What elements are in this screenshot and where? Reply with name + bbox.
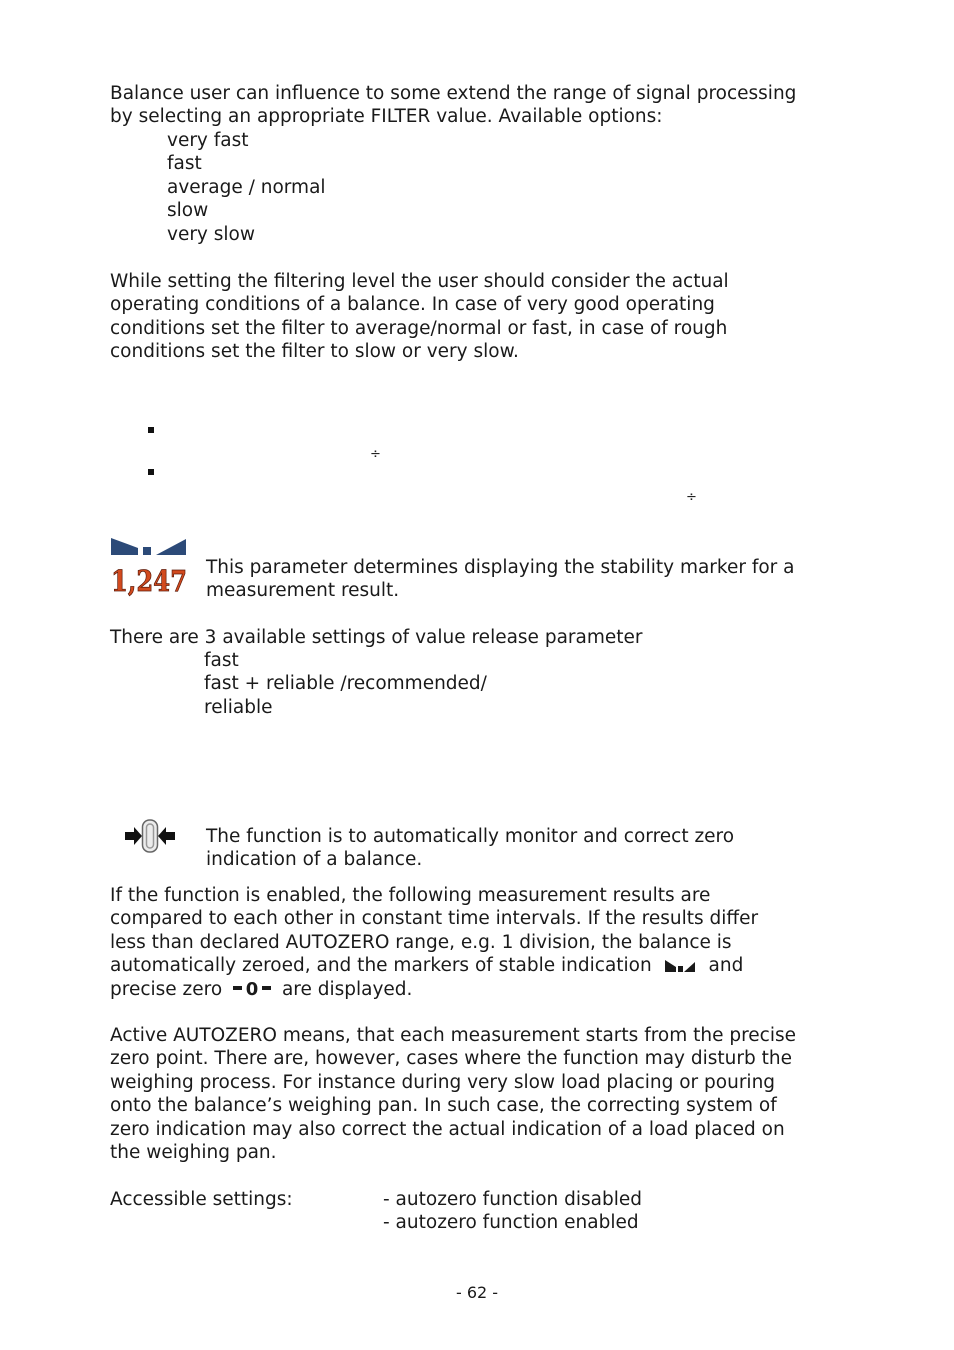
intro-paragraph — [110, 82, 840, 129]
list-item: average / normal — [167, 176, 326, 198]
precise-zero-digit: 0 — [245, 978, 259, 1000]
text-line: If the function is enabled, the following measurement results are — [110, 885, 711, 906]
filter-options-list — [167, 129, 326, 246]
filter-advice-paragraph — [110, 270, 840, 364]
text-line: While setting the filtering level the user should consider the actual — [110, 271, 729, 292]
text-line: Balance user can influence to some extend the range of signal processing — [110, 83, 797, 104]
text-line: measurement result. — [206, 580, 400, 602]
list-item: slow — [167, 200, 209, 222]
precise-zero-icon — [231, 978, 273, 1000]
text-line: zero point. There are, however, cases where the function may disturb the — [110, 1048, 792, 1070]
autozero-paragraph-1 — [110, 884, 840, 1001]
text-line: zero indication may also correct the actual indication of a load placed on — [110, 1118, 785, 1140]
text-fragment: are displayed. — [281, 978, 413, 1000]
text-line: the weighing pan. — [110, 1142, 277, 1164]
text-fragment: automatically zeroed, and the markers of stable indication — [110, 955, 652, 977]
text-fragment: and — [708, 955, 744, 977]
text-line: by selecting an appropriate FILTER value. Available options: — [110, 106, 663, 128]
text-line: indication of a balance. — [206, 849, 423, 871]
text-line: conditions set the filter to slow or very slow. — [110, 341, 519, 363]
division-symbol: ÷ — [686, 490, 697, 505]
text-line — [110, 954, 840, 977]
autozero-paragraph-2 — [110, 1024, 840, 1164]
text-line: weighing process. For instance during very slow load placing or pouring — [110, 1071, 776, 1093]
text-line: There are 3 available settings of value release parameter — [110, 627, 643, 648]
stability-marker-icon — [110, 536, 190, 596]
autozero-description — [206, 825, 846, 872]
list-item: fast — [167, 153, 202, 175]
release-settings-intro — [110, 626, 840, 649]
text-line: The function is to automatically monitor and correct zero — [206, 826, 735, 847]
stability-description — [206, 556, 846, 603]
text-line: This parameter determines displaying the stability marker for a — [206, 557, 795, 578]
accessible-settings-label: Accessible settings: — [110, 1189, 293, 1210]
text-line: operating conditions of a balance. In case of very good operating — [110, 294, 715, 316]
text-line: compared to each other in constant time intervals. If the results differ — [110, 908, 759, 930]
text-line: onto the balance’s weighing pan. In such case, the correcting system of — [110, 1095, 777, 1117]
autozero-settings-list — [383, 1188, 642, 1235]
stability-icon-number: 1,247 — [111, 564, 187, 598]
division-symbol: ÷ — [370, 447, 381, 462]
list-item: very fast — [167, 130, 249, 151]
bullet-marker — [148, 427, 154, 433]
text-line: conditions set the filter to average/normal or fast, in case of rough — [110, 317, 728, 339]
list-item: - autozero function enabled — [383, 1212, 639, 1234]
stability-marker-small-icon — [664, 959, 696, 973]
text-fragment: precise zero — [110, 978, 223, 1000]
text-line: Active AUTOZERO means, that each measurement starts from the precise — [110, 1025, 797, 1046]
text-line: less than declared AUTOZERO range, e.g. 1 division, the balance is — [110, 931, 732, 953]
text-line — [110, 978, 840, 1001]
page-number: - 62 - — [455, 1283, 499, 1302]
release-settings-list — [204, 649, 487, 719]
autozero-icon — [124, 818, 176, 854]
list-item: - autozero function disabled — [383, 1189, 642, 1210]
list-item: fast — [204, 650, 239, 671]
list-item: reliable — [204, 696, 273, 718]
list-item: very slow — [167, 223, 255, 245]
list-item: fast + reliable /recommended/ — [204, 673, 487, 695]
bullet-marker — [148, 469, 154, 475]
